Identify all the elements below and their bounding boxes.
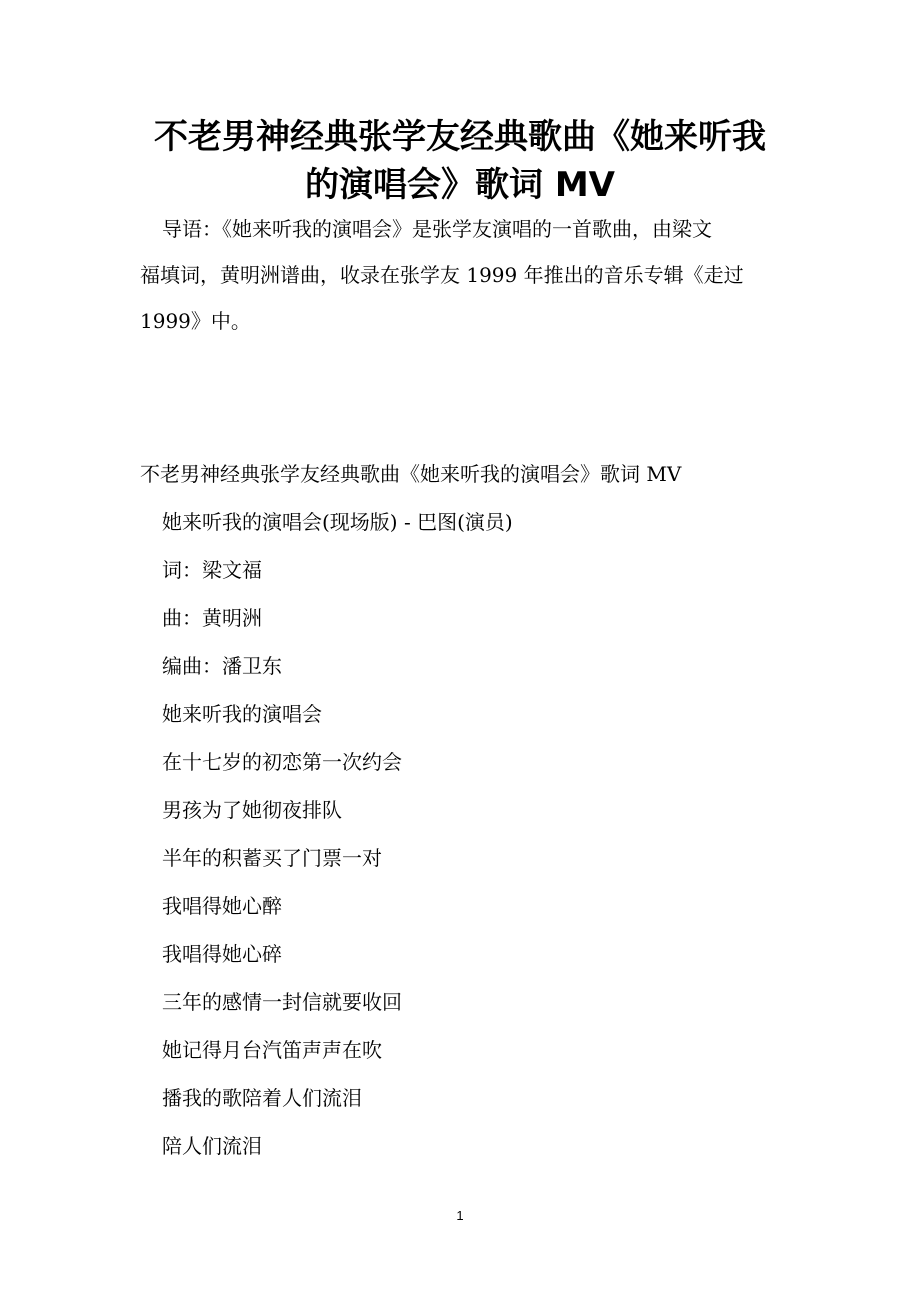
lyric-line: 播我的歌陪着人们流泪 — [162, 1086, 362, 1110]
lyric-line: 男孩为了她彻夜排队 — [162, 798, 342, 822]
intro-paragraph — [140, 206, 790, 344]
intro-line-3: 1999》中。 — [140, 309, 251, 333]
song-header: 她来听我的演唱会(现场版) - 巴图(演员) — [162, 510, 513, 534]
lyric-line: 我唱得她心醉 — [162, 894, 282, 918]
lyric-line: 她来听我的演唱会 — [162, 702, 322, 726]
lyric-line: 我唱得她心碎 — [162, 942, 282, 966]
page-number: 1 — [456, 1208, 464, 1223]
lyric-line: 她记得月台汽笛声声在吹 — [162, 1038, 382, 1062]
intro-line-1: 导语：《她来听我的演唱会》是张学友演唱的一首歌曲，由梁文 — [162, 217, 712, 241]
intro-line-2: 福填词，黄明洲谱曲，收录在张学友 1999 年推出的音乐专辑《走过 — [140, 263, 744, 287]
document-title-line-1: 不老男神经典张学友经典歌曲《她来听我 — [154, 117, 766, 157]
lyricist-credit: 词：梁文福 — [162, 558, 262, 582]
lyric-line: 半年的积蓄买了门票一对 — [162, 846, 382, 870]
arranger-credit: 编曲：潘卫东 — [162, 654, 282, 678]
document-title-line-2: 的演唱会》歌词 MV — [305, 165, 615, 205]
lyric-line: 陪人们流泪 — [162, 1134, 262, 1158]
lyric-line: 在十七岁的初恋第一次约会 — [162, 750, 402, 774]
lyric-line: 三年的感情一封信就要收回 — [162, 990, 402, 1014]
composer-credit: 曲：黄明洲 — [162, 606, 262, 630]
section-heading: 不老男神经典张学友经典歌曲《她来听我的演唱会》歌词 MV — [140, 462, 682, 486]
